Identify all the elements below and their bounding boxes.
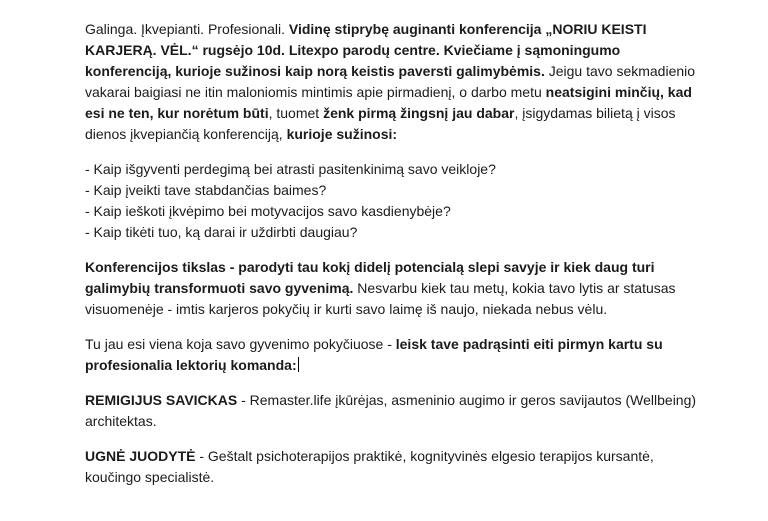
- text-run: Nesvarbu kiek tau metų, kokia tavo lytis ar statusas visuomenėje - imtis karjeros pokyčių ir kurti savo laimę iš naujo, niekada nebus vėlu.: [85, 280, 676, 317]
- bold-text-run: UGNĖ JUODYTĖ: [85, 448, 196, 464]
- topics-list: [85, 159, 698, 243]
- bold-text-run: Vidinę stiprybę auginanti konferencija „NORIU KEISTI KARJERĄ. VĖL.“ rugsėjo 10d. Litexpo parodų centre. Kviečiame į sąmoningumo konferenciją, kurioje sužinosi kaip norą keistis paversti galimybėmis.: [85, 21, 647, 79]
- paragraph-goal: [85, 257, 698, 320]
- bold-text-run: Konferencijos tikslas - parodyti tau kokį didelį potencialą slepi savyje ir kiek daug turi galimybių transformuoti savo gyvenimą.: [85, 259, 655, 296]
- bold-text-run: kurioje sužinosi:: [286, 126, 398, 142]
- text-run: , įsigydamas bilietą į visos dienos įkvepiančią konferenciją,: [85, 105, 676, 142]
- text-run: - Kaip įveikti tave stabdančias baimes?: [85, 182, 327, 198]
- paragraph-invite: [85, 334, 698, 376]
- text-run: - Kaip tikėti tuo, ką darai ir uždirbti daugiau?: [85, 224, 358, 240]
- text-run: Jeigu tavo sekmadienio vakarai baigiasi ne itin maloniomis mintimis apie pirmadienį, o darbo metu: [85, 63, 696, 100]
- text-cursor: [298, 357, 300, 372]
- speaker-ugne: [85, 446, 698, 488]
- text-run: - Kaip ieškoti įkvėpimo bei motyvacijos savo kasdienybėje?: [85, 203, 451, 219]
- paragraph-intro: [85, 19, 698, 145]
- bold-text-run: REMIGIJUS SAVICKAS: [85, 392, 238, 408]
- text-run: - Remaster.life įkūrėjas, asmeninio augimo ir geros savijautos (Wellbeing) architektas.: [85, 392, 697, 429]
- text-run: Tu jau esi viena koja savo gyvenimo pokyčiuose -: [85, 336, 396, 352]
- text-run: , tuomet: [268, 105, 324, 121]
- text-run: - Kaip išgyventi perdegimą bei atrasti pasitenkinimą savo veikloje?: [85, 161, 496, 177]
- bold-text-run: neatsigini minčių, kad esi ne ten, kur norėtum būti: [85, 84, 692, 121]
- text-run: - Geštalt psichoterapijos praktikė, kognityvinės elgesio terapijos kursantė, koučingo specialistė.: [85, 448, 654, 485]
- bold-text-run: ženk pirmą žingsnį jau dabar: [323, 105, 515, 121]
- text-run: Galinga. Įkvepianti. Profesionali.: [85, 21, 289, 37]
- speaker-remigijus: [85, 390, 698, 432]
- bold-text-run: leisk tave padrąsinti eiti pirmyn kartu su profesionalia lektorių komanda:: [85, 336, 663, 373]
